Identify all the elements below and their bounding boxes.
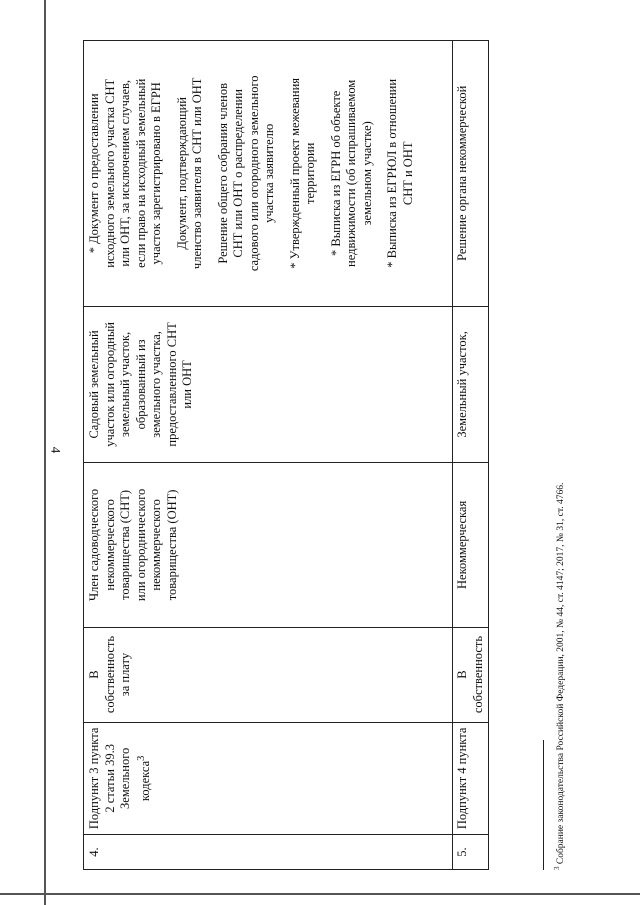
document-item: * Выписка из ЕГРН об объекте недвижимости (об испрашиваемом земельном участке) <box>328 79 374 267</box>
footnote-text: Собрание законодательства Российской Федерации, 2001, № 44, ст. 4147; 2017, № 31, ст. 4766. <box>556 482 567 865</box>
footnote <box>551 250 567 870</box>
document-item: * Документ о предоставлении исходного земельного участка СНТ или ОНТ, за исключением случаев, если право на исходный земельный участок зарегистрировано в ЕГРН <box>87 78 163 268</box>
documents-cell: Решение органа некоммерческой <box>453 41 489 307</box>
row-number: 5. <box>453 835 489 870</box>
documents-cell <box>84 41 453 307</box>
legal-basis-cell: Подпункт 3 пункта 2 статьи 39.3 Земельного кодекса$^3$ <box>84 722 453 835</box>
legal-basis-cell: Подпункт 4 пункта <box>453 722 489 835</box>
document-item: Документ, подтверждающий членство заявителя в СНТ или ОНТ <box>174 77 204 270</box>
right-type-cell: В собственность <box>453 627 489 722</box>
table-row <box>84 41 453 870</box>
table-row <box>453 41 489 870</box>
page-bottom-border <box>0 893 640 895</box>
document-item: Решение общего собрания членов СНТ или ОНТ о распределении садового или огородного земельного участка заявителю <box>215 75 276 272</box>
footnote-ref: 3 <box>135 755 147 761</box>
document-item: * Утвержденный проект межевания территории <box>287 77 317 269</box>
row-number: 4. <box>84 835 453 870</box>
right-type-cell: В собственность за плату <box>84 627 453 722</box>
applicant-cell: Некоммерческая <box>453 463 489 627</box>
rotated-page-content <box>83 20 567 870</box>
page-number: 4 <box>48 446 64 454</box>
land-plot-cell: Садовый земельный участок или огородный земельный участок, образованный из земельного участка, предоставленного СНТ или ОНТ <box>84 306 453 463</box>
footnote-separator <box>543 740 544 870</box>
applicant-cell: Член садоводческого некоммерческого товарищества (СНТ) или огороднического некоммерческого товарищества (ОНТ) <box>84 463 453 627</box>
document-item: * Выписка из ЕГРЮЛ в отношении СНТ и ОНТ <box>385 78 415 268</box>
documents-table <box>83 40 489 870</box>
footnote-marker: 3 <box>553 866 561 870</box>
land-plot-cell: Земельный участок, <box>453 306 489 463</box>
page-left-border <box>44 0 46 905</box>
